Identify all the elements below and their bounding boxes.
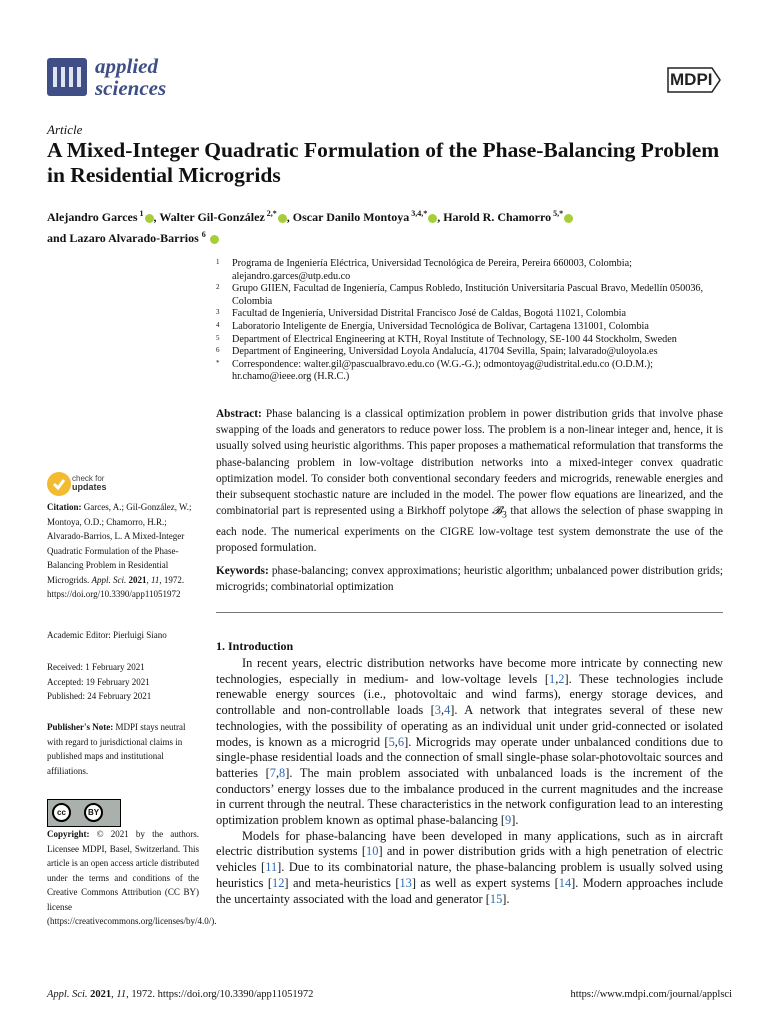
citation-link[interactable]: 14 xyxy=(558,875,572,890)
citation-text: Garces, A.; Gil-González, W.; Montoya, O.D.; Chamorro, H.R.; Alvarado-Barrios, L. A Mixed-Integer Quadratic Formulation of the Phase-Balancing Problem in Residential Microgrids. xyxy=(47,502,192,585)
affiliation-text: Laboratorio Inteligente de Energía, Universidad Tecnológica de Bolívar, Cartagena 131001, Colombia xyxy=(232,320,649,332)
citation-link[interactable]: 6 xyxy=(397,734,405,749)
affiliation-item xyxy=(216,283,726,308)
citation-doi[interactable]: , 1972. https://doi.org/10.3390/app11051972 xyxy=(47,574,185,599)
affiliation-text: Correspondence: walter.gil@pascualbravo.edu.co (W.G.-G.); odmontoyag@udistrital.edu.co (O.D.M.); hr.chamo@ieee.org (H.R.C.) xyxy=(232,358,653,383)
section-divider xyxy=(216,612,723,613)
author-affiliation-marker: 5,* xyxy=(551,209,564,218)
copyright-label: Copyright: xyxy=(47,829,90,839)
intro-paragraph: In recent years, electric distribution networks have become more intricate by connecting new technologies, especially in medium- and low-voltage levels [1,2]. These technologies include renewable energy sources (i.e., photovoltaic and wind farms), energy storage devices, and controllable and non-controllable loads [3,4]. A network that integrates several of these new technologies, with the possibility of operating as an individual unit under grid-connected or isolated modes, is known as a microgrid [5,6]. Microgrids may operate under unbalanced conditions due to single-phase residential loads and the connection of small single-phase solar-photovoltaic sources and batteries [7,8]. The main problem associated with unbalanced loads is the increment of the conductors’ energy losses due to the imbalance produced in the current magnitudes and the increase in current through the neutral. These characteristics in the network configuration lead to an interesting optimization problem known as optimal phase-balancing [9]. xyxy=(216,656,724,828)
academic-editor: Academic Editor: Pierluigi Siano xyxy=(47,630,167,640)
author-affiliation-marker: 2,* xyxy=(264,209,277,218)
citation-link[interactable]: 2 xyxy=(558,671,565,686)
footer-volume: 11 xyxy=(116,989,127,1000)
cc-by-license-badge[interactable] xyxy=(47,799,121,827)
author-separator: , xyxy=(286,210,293,224)
author-affiliation-marker: 6 xyxy=(201,230,206,239)
orcid-icon[interactable] xyxy=(278,214,287,223)
citation-link[interactable]: 1 xyxy=(548,671,556,686)
publisher-note xyxy=(47,720,199,778)
journal-name xyxy=(95,55,166,99)
author-separator: , xyxy=(153,210,160,224)
keywords-text: phase-balancing; convex approximations; heuristic algorithm; unbalanced power distribution grids; microgrids; combinatorial optimization xyxy=(216,565,723,594)
affiliation-text: Department of Electrical Engineering at KTH, Royal Institute of Technology, SE-100 44 Stockholm, Sweden xyxy=(232,333,677,345)
publisher-note-label: Publisher's Note: xyxy=(47,722,114,732)
check-updates-line2: updates xyxy=(72,482,107,492)
check-for-updates-badge[interactable] xyxy=(47,472,167,502)
author-name[interactable]: Lazaro Alvarado-Barrios xyxy=(69,231,199,245)
citation-link[interactable]: 7 xyxy=(269,765,276,780)
affiliation-item xyxy=(216,321,726,334)
author-name[interactable]: Alejandro Garces xyxy=(47,210,138,224)
paper-title: A Mixed-Integer Quadratic Formulation of the Phase-Balancing Problem in Residential Microgrids xyxy=(47,138,720,187)
journal-emblem-icon xyxy=(47,58,87,96)
publisher-name: MDPI xyxy=(670,70,713,89)
affiliation-item xyxy=(216,308,726,321)
citation-link[interactable]: 11 xyxy=(265,860,278,875)
intro-paragraph: Models for phase-balancing have been developed in many applications, such as in aircraft electric distribution systems [10] and in power distribution grids with a high penetration of electric vehicles [11]. Due to its combinatorial nature, the phase-balancing problem is usually solved using heuristics [12] and meta-heuristics [13] as well as expert systems [14]. Modern approaches include the uncertainty associated with the load and generator [15]. xyxy=(216,828,724,906)
citation-link[interactable]: 5 xyxy=(388,734,395,749)
author-name[interactable]: Oscar Danilo Montoya xyxy=(292,210,410,224)
abstract-math-subscript: 3 xyxy=(502,510,507,521)
abstract-label: Abstract: xyxy=(216,408,262,420)
check-updates-line1: check for xyxy=(72,474,105,483)
citation-link[interactable]: 10 xyxy=(366,844,379,859)
abstract-text-part1: Phase balancing is a classical optimization problem in power distribution grids that involve phase swapping of the loads and generators to reduce power loss. The problem is a non-linear integer and, hence, it is usually solved using heuristic algorithms. This paper proposes a mathematical reformulation that transforms the phase-balancing problem in low-voltage distribution networks into a mixed-integer convex quadratic optimization model. To consider both conventional secondary feeders and microgrids, renewable energies and their subsequent stochastic nature are included in the model. The power flow equations are linearized, and the combinatorial part is represented using a Birkhoff polytope xyxy=(216,408,723,518)
orcid-icon[interactable] xyxy=(564,214,573,223)
orcid-icon[interactable] xyxy=(210,235,219,244)
introduction-body xyxy=(216,656,723,907)
citation-volume: 11 xyxy=(151,574,160,585)
creative-commons-icon: cc xyxy=(52,803,71,822)
citation-journal: Appl. Sci. xyxy=(91,574,127,585)
authors-line1 xyxy=(47,205,737,226)
citation-year: 2021 xyxy=(128,574,147,585)
footer-year: 2021 xyxy=(90,989,112,1000)
author-affiliation-marker: 3,4,* xyxy=(409,209,428,218)
author-separator: , xyxy=(437,210,444,224)
affiliation-item xyxy=(216,334,726,347)
affiliations xyxy=(216,258,726,384)
journal-logo xyxy=(47,55,187,105)
author-list xyxy=(47,205,737,247)
affiliation-item xyxy=(216,346,726,359)
checkmark-icon xyxy=(47,472,71,496)
publisher-note-text: MDPI stays neutral with regard to jurisdictional claims in published maps and institutional affiliations. xyxy=(47,722,186,776)
keywords xyxy=(216,563,723,595)
received-date: Received: 1 February 2021 xyxy=(47,662,145,672)
abstract-math-symbol: 𝓑 xyxy=(492,505,503,518)
affiliation-number: 2 xyxy=(216,283,220,292)
authors-line2 xyxy=(47,226,737,247)
citation-link[interactable]: 13 xyxy=(399,875,412,890)
citation-link[interactable]: 9 xyxy=(505,813,512,828)
affiliation-number: 1 xyxy=(216,258,220,266)
footer-doi[interactable]: , 1972. https://doi.org/10.3390/app11051972 xyxy=(126,989,314,1000)
accepted-date: Accepted: 19 February 2021 xyxy=(47,676,150,687)
affiliation-text: Programa de Ingeniería Eléctrica, Universidad Tecnológica de Pereira, Pereira 660003, Colombia; alejandro.garces@utp.edu.co xyxy=(232,258,632,282)
citation-link[interactable]: 15 xyxy=(489,891,503,906)
citation-label: Citation: xyxy=(47,502,82,512)
journal-name-line1: applied xyxy=(95,54,158,78)
citation-link[interactable]: 3 xyxy=(434,703,441,718)
attribution-icon: BY xyxy=(84,803,103,822)
abstract xyxy=(216,406,723,556)
affiliation-number: 6 xyxy=(216,346,220,355)
abstract-text-part2: that allows the selection of phase swapping in each node. The numerical experiments on the CIGRE low-voltage test system demonstrate the use of the proposed formulation. xyxy=(216,505,723,554)
affiliation-number: 3 xyxy=(216,308,220,317)
affiliation-text: Facultad de Ingeniería, Universidad Distrital Francisco José de Caldas, Bogotá 11021, Colombia xyxy=(232,308,627,320)
dates-block xyxy=(47,660,199,704)
copyright-block xyxy=(47,827,217,929)
journal-name-line2: sciences xyxy=(95,76,167,100)
footer-journal: Appl. Sci. xyxy=(47,989,88,1000)
affiliation-number: 4 xyxy=(216,320,220,329)
author-name[interactable]: Walter Gil-González xyxy=(159,210,265,224)
affiliation-text: Grupo GIIEN, Facultad de Ingeniería, Campus Robledo, Institución Universitaria Pascual Bravo, Medellín 050036, Colombia xyxy=(232,283,704,307)
affiliation-number: 5 xyxy=(216,333,220,342)
citation-link[interactable]: 8 xyxy=(279,765,286,780)
affiliation-item xyxy=(216,359,726,384)
affiliation-number: * xyxy=(216,358,220,367)
article-type: Article xyxy=(47,122,83,137)
published-date: Published: 24 February 2021 xyxy=(47,691,152,701)
author-affiliation-marker: 1 xyxy=(137,209,144,218)
orcid-icon[interactable] xyxy=(428,214,437,223)
mdpi-logo xyxy=(664,64,724,96)
citation-link[interactable]: 12 xyxy=(272,875,285,890)
citation-link[interactable]: 4 xyxy=(444,703,451,718)
section-heading: 1. Introduction xyxy=(216,639,294,653)
citation-block: Citation: Garces, A.; Gil-González, W.; Montoya, O.D.; Chamorro, H.R.; Alvarado-Barrios, L. A Mixed-Integer Quadratic Formulation of the Phase-Balancing Problem in Residential Microgrids. Appl. Sci. 2021, 11, 1972. https://doi.org/10.3390/app11051972 xyxy=(47,502,192,599)
affiliation-text: Department of Engineering, Universidad Loyola Andalucía, 41704 Sevilla, Spain; lalvarado@uloyola.es xyxy=(232,346,658,358)
affiliation-item xyxy=(216,258,726,283)
author-conjunction: and xyxy=(47,231,67,245)
page-footer: Appl. Sci. 2021, 11, 1972. https://doi.org/10.3390/app11051972 https://www.mdpi.com/journal/applsci xyxy=(47,989,732,1000)
orcid-icon[interactable] xyxy=(145,214,154,223)
copyright-text: © 2021 by the authors. Licensee MDPI, Basel, Switzerland. This article is an open access article distributed under the terms and conditions of the Creative Commons Attribution (CC BY) license (https://creativecommons.org/licenses/by/4.0/). xyxy=(47,829,217,926)
keywords-label: Keywords: xyxy=(216,565,269,577)
footer-journal-url[interactable]: https://www.mdpi.com/journal/applsci xyxy=(570,989,732,1000)
author-name[interactable]: Harold R. Chamorro xyxy=(443,210,552,224)
